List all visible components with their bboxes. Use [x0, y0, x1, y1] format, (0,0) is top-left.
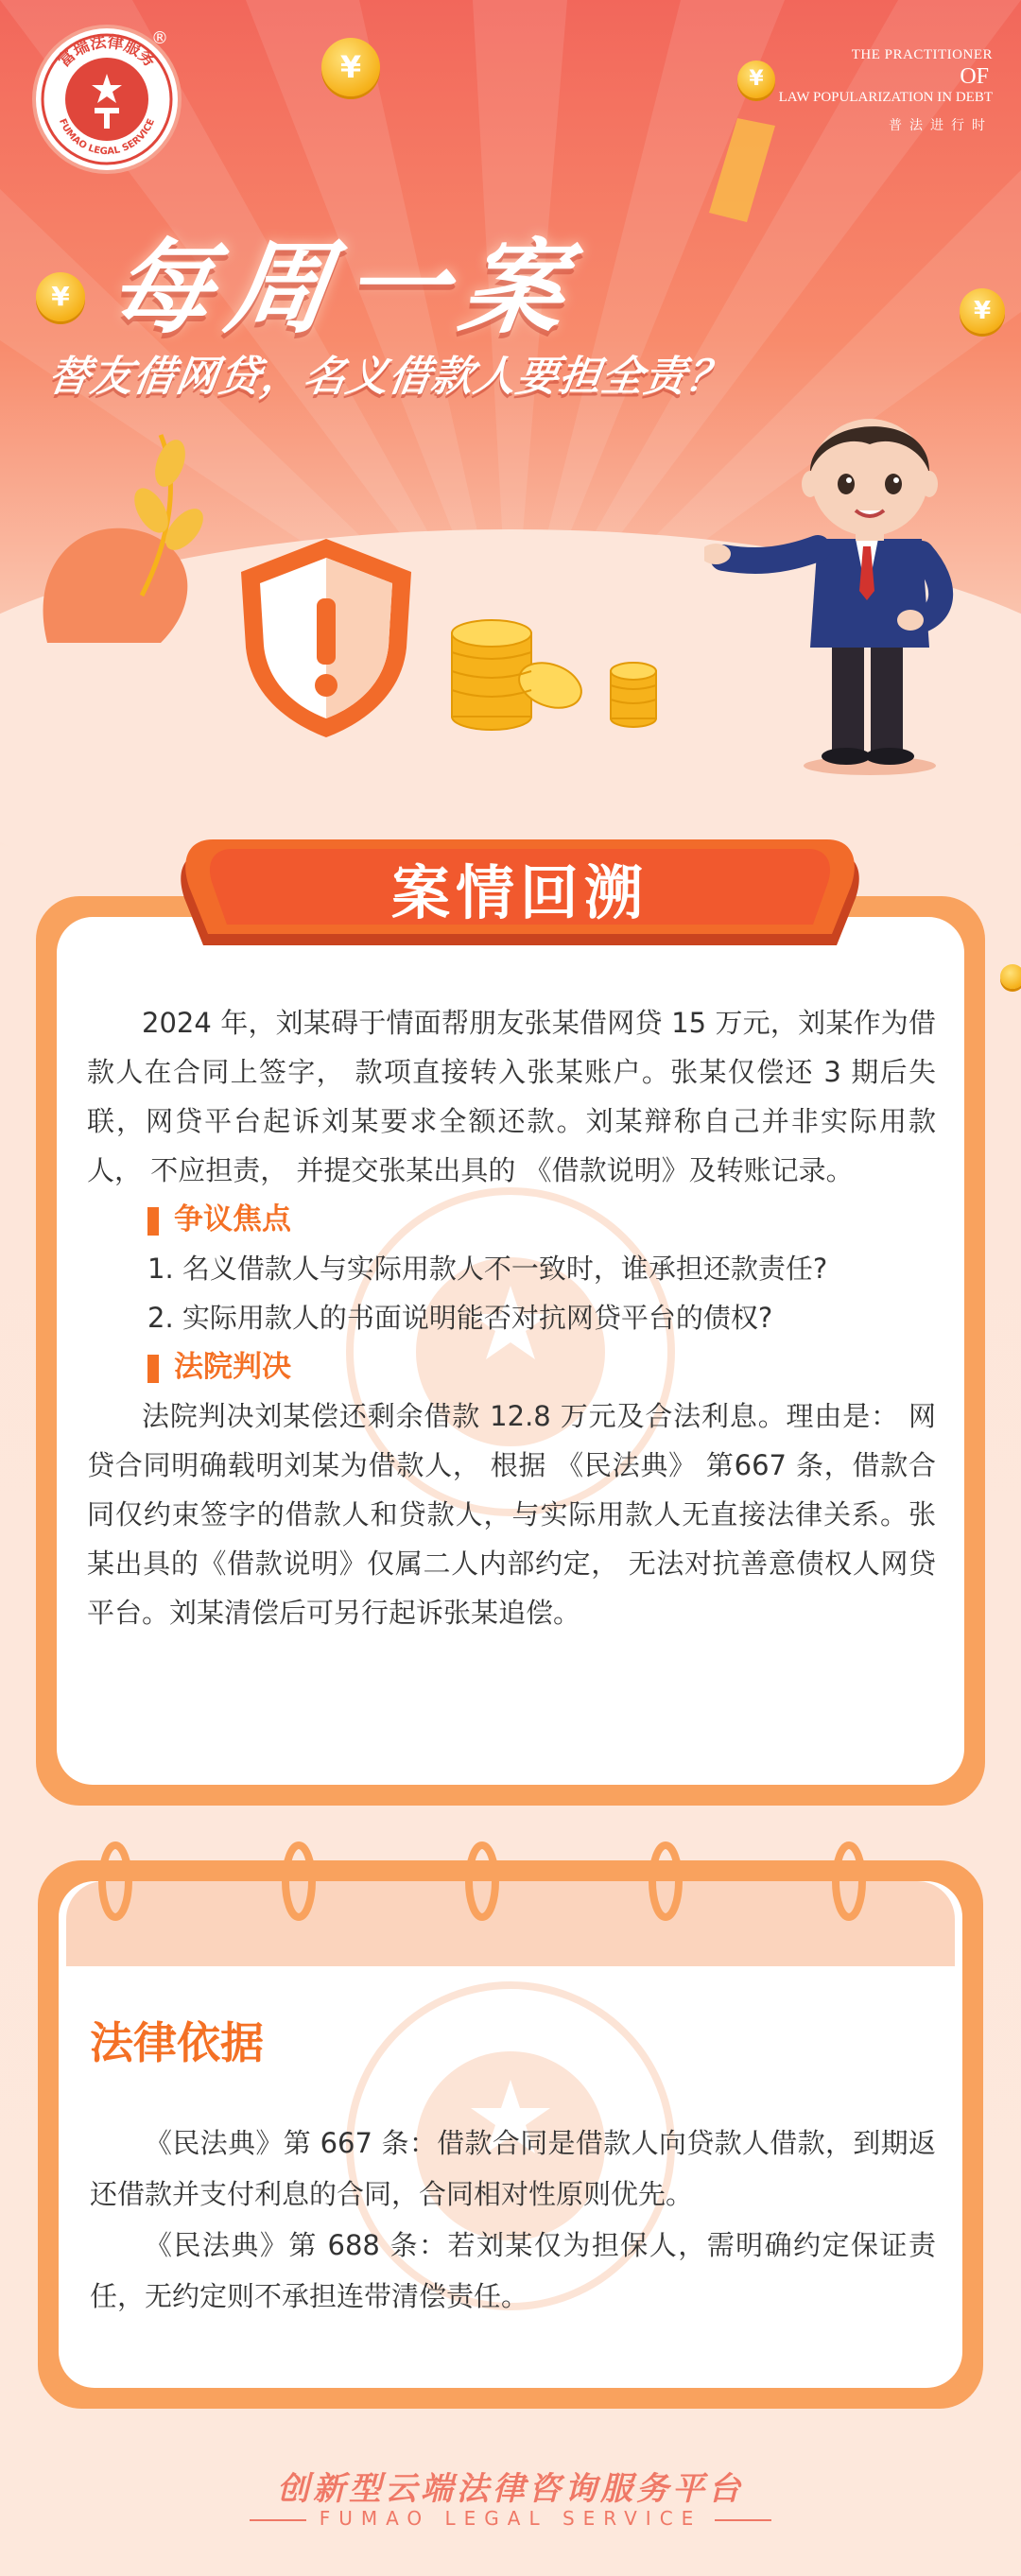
tagline-line-4: 普法进行时 [889, 119, 993, 133]
heading-marker [147, 1207, 159, 1236]
tagline-block [779, 47, 993, 134]
hero-subtitle: 替友借网贷，名义借款人要担全责？ [44, 353, 733, 401]
legal-item: 《民法典》第 667 条：借款合同是借款人向贷款人借款，到期返还借款并支付利息的合同，合同相对性原则优先。 [90, 2127, 936, 2210]
binder-rings-icon [85, 1829, 936, 1924]
footer-slogan: 创新型云端法律咨询服务平台 [277, 2470, 744, 2508]
footer-brand: FUMAO LEGAL SERVICE [0, 2507, 1021, 2530]
logo-text-cn: 富瑞法律服务 [54, 32, 160, 72]
divider [715, 2519, 771, 2521]
legal-content [90, 2118, 936, 2322]
brand-logo [36, 28, 178, 170]
coin-stack-icon [444, 605, 662, 737]
coin-icon: ¥ [737, 61, 775, 98]
legal-section-title: 法律依据 [90, 2017, 264, 2068]
judgment-text: 法院判决刘某偿还剩余借款 12.8 万元及合法利息。理由是： 网贷合同明确载明刘某为借款人， 根据 《民法典》 第667 条，借款合同仅约束签字的借款人和贷款人，与实际用款人无直接法律关系。张某出具的《借款说明》仅属二人内部约定， 无法对抗善意债权人网贷平台。刘某清偿后可另行起诉张某追偿。 [87, 1400, 936, 1629]
logo-text-en: FUMAO LEGAL SERVICE [57, 117, 157, 158]
coin-icon: ¥ [321, 38, 380, 96]
tagline-line-3: LAW POPULARIZATION IN DEBT [778, 90, 993, 105]
coin-icon: ¥ [36, 272, 85, 321]
leaf-decoration [19, 406, 236, 662]
coin-icon [1000, 964, 1021, 989]
tagline-line-1: THE PRACTITIONER [851, 47, 993, 62]
registered-mark: ® [151, 28, 168, 48]
divider [250, 2519, 306, 2521]
case-intro: 2024 年，刘某碍于情面帮朋友张某借网贷 15 万元，刘某作为借款人在合同上签字， 款项直接转入张某账户。张某仅偿还 3 期后失联，网贷平台起诉刘某要求全额还款。刘某辩称自己并非实际用款人， 不应担责， 并提交张某出具的 《借款说明》及转账记录。 [87, 1007, 936, 1186]
dispute-item: 1. 名义借款人与实际用款人不一致时，谁承担还款责任? [147, 1253, 828, 1285]
case-content [87, 998, 936, 1637]
streamer-decoration [709, 118, 775, 222]
heading-marker [147, 1355, 159, 1383]
legal-item: 《民法典》第 688 条：若刘某仅为担保人，需明确约定保证责任，无约定则不承担连带清偿责任。 [90, 2229, 936, 2312]
coin-icon: ¥ [960, 288, 1005, 334]
dispute-heading: 争议焦点 [87, 1195, 936, 1244]
hero-title: 每周一案 [101, 230, 588, 348]
warning-shield-icon [232, 534, 421, 742]
lawyer-character-illustration [704, 397, 988, 775]
judgment-heading: 法院判决 [87, 1342, 936, 1392]
tagline-line-2: OF [960, 64, 989, 89]
case-section-title: 案情回溯 [390, 858, 649, 927]
dispute-item: 2. 实际用款人的书面说明能否对抗网贷平台的债权? [147, 1302, 773, 1334]
